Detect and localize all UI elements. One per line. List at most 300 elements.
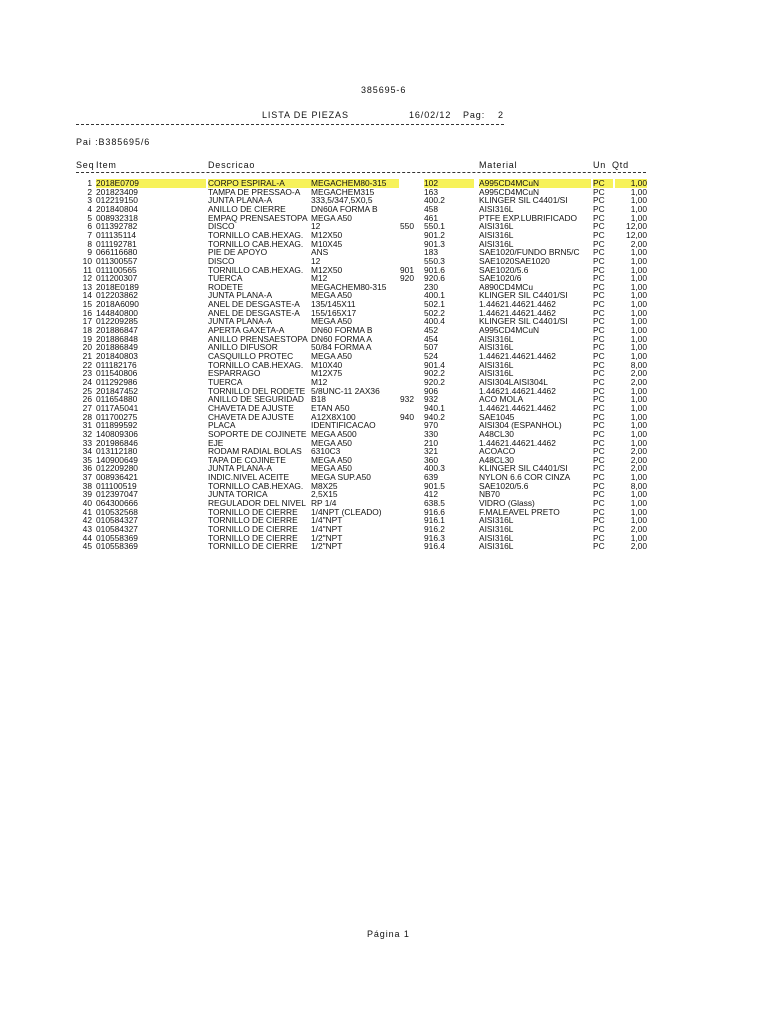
row-spec: 12: [311, 222, 321, 232]
table-row: [0, 240, 768, 249]
table-row: [0, 335, 768, 344]
row-seq: 23: [82, 369, 92, 379]
row-item-code: 010584327: [96, 516, 138, 526]
row-material: AISI316L: [479, 360, 514, 370]
row-position: 639: [424, 473, 438, 483]
row-item-code: 012209280: [96, 464, 138, 474]
report-date: 16/02/12: [409, 110, 452, 120]
row-seq: 21: [82, 352, 92, 361]
row-quantity: 1,00: [630, 265, 647, 275]
row-seq: 35: [82, 455, 92, 465]
row-reference: 901: [400, 265, 414, 275]
table-row: [0, 534, 768, 543]
row-item-code: 011654880: [96, 395, 138, 405]
row-unit: PC: [593, 412, 605, 422]
row-unit: PC: [593, 403, 605, 413]
row-unit: PC: [593, 239, 605, 249]
row-material: PTFE EXP.LUBRIFICADO: [479, 213, 578, 223]
row-quantity: 2,00: [630, 239, 647, 249]
row-material: KLINGER SIL C4401/SI: [479, 196, 568, 206]
row-unit: PC: [593, 447, 605, 457]
row-item-code: 011182176: [96, 360, 137, 370]
row-spec: 1/2"NPT: [311, 542, 343, 552]
row-material: A995CD4MCuN: [479, 326, 540, 336]
row-item-code: 010532568: [96, 507, 138, 517]
row-description: JUNTA PLANA-A: [208, 196, 273, 206]
row-quantity: 2,00: [630, 369, 647, 379]
row-unit: PC: [593, 395, 605, 405]
row-unit: PC: [593, 360, 605, 370]
row-seq: 10: [82, 256, 92, 266]
row-description: TUERCA: [208, 377, 243, 387]
table-row: [0, 179, 768, 188]
column-header-unit: Un: [593, 160, 607, 170]
row-material: AISI304 (ESPANHOL): [479, 421, 562, 431]
row-spec: MEGA A50: [311, 291, 352, 301]
row-material: KLINGER SIL C4401/SI: [479, 291, 568, 301]
table-row: [0, 248, 768, 257]
row-quantity: 1,00: [630, 300, 647, 310]
row-material: SAE1020/6: [479, 274, 522, 284]
row-item-code: 201840803: [96, 352, 138, 361]
table-row: [0, 404, 768, 413]
row-spec: 135/145X11: [311, 300, 356, 310]
row-description: PIE DE APOYO: [208, 248, 268, 258]
table-row: [0, 447, 768, 456]
row-item-code: 064300666: [96, 499, 138, 509]
row-spec: ETAN A50: [311, 403, 350, 413]
row-spec: MEGA A50: [311, 455, 352, 465]
row-description: TORNILLO CAB.HEXAG.: [208, 265, 304, 275]
row-material: AISI316L: [479, 343, 514, 353]
row-quantity: 1,00: [630, 490, 647, 500]
table-row: [0, 291, 768, 300]
row-position: 901.5: [424, 481, 445, 491]
row-description: EJE: [208, 438, 224, 448]
row-unit: PC: [593, 377, 605, 387]
row-quantity: 1,00: [615, 179, 647, 188]
row-material: A890CD4MCu: [479, 282, 533, 292]
row-item-code: 144840800: [96, 308, 138, 318]
row-quantity: 1,00: [630, 196, 647, 206]
row-item-code: 140900649: [96, 455, 138, 465]
row-unit: PC: [593, 196, 605, 206]
row-position: 550.3: [424, 256, 445, 266]
row-position: 507: [424, 343, 438, 353]
row-spec: M12X50: [311, 230, 343, 240]
row-spec: RP 1/4: [311, 499, 337, 509]
page-label: Pag:: [463, 110, 486, 120]
page-title: LISTA DE PIEZAS: [262, 110, 349, 120]
row-seq: 37: [82, 473, 92, 483]
row-item-code: 2018A6090: [96, 300, 139, 310]
row-description: SOPORTE DE COJINETE: [208, 429, 307, 439]
row-quantity: 1,00: [630, 334, 647, 344]
row-spec: MEGACHEM315: [311, 187, 375, 197]
row-quantity: 1,00: [630, 256, 647, 266]
row-spec: DN60A FORMA B: [311, 204, 378, 214]
row-material: SAE1045: [479, 412, 515, 422]
row-quantity: 1,00: [630, 533, 647, 543]
page-footer: Página 1: [367, 929, 410, 939]
row-unit: PC: [593, 533, 605, 543]
table-row: [0, 188, 768, 197]
row-seq: 2: [87, 187, 92, 197]
row-spec: 1/4"NPT: [311, 525, 343, 534]
row-position: 901.4: [424, 360, 445, 370]
row-description: RODAM RADIAL BOLAS: [208, 447, 302, 457]
row-unit: PC: [593, 308, 605, 318]
column-header-item: Item: [96, 160, 117, 170]
row-material: SAE1020/5.6: [479, 265, 529, 275]
row-position: 400.3: [424, 464, 445, 474]
table-row: [0, 361, 768, 370]
row-spec: DN60 FORMA B: [311, 326, 373, 336]
row-description: TORNILLO CAB.HEXAG.: [208, 481, 304, 491]
row-item-code: 140809306: [96, 429, 138, 439]
row-description: JUNTA TORICA: [208, 490, 268, 500]
row-unit: PC: [593, 204, 605, 214]
row-spec: M12: [311, 274, 328, 284]
row-seq: 1: [87, 179, 92, 188]
row-spec: B18: [311, 395, 326, 405]
row-reference: 920: [400, 274, 414, 284]
row-quantity: 2,00: [630, 377, 647, 387]
row-position: 458: [424, 204, 438, 214]
row-unit: PC: [593, 248, 605, 258]
row-quantity: 1,00: [630, 317, 647, 327]
row-seq: 45: [82, 542, 92, 552]
row-description: JUNTA PLANA-A: [208, 317, 273, 327]
row-item-code: 011100565: [96, 265, 137, 275]
table-row: [0, 542, 768, 551]
row-position: 330: [424, 429, 438, 439]
row-quantity: 1,00: [630, 499, 647, 509]
row-item-code: 013112180: [96, 447, 138, 457]
row-position: 502.1: [424, 300, 445, 310]
row-position: 916.2: [424, 525, 445, 534]
row-position: 920.6: [424, 274, 445, 284]
row-material: AISI316L: [479, 516, 514, 526]
row-quantity: 1,00: [630, 412, 647, 422]
row-position: 550.1: [424, 222, 445, 232]
row-position: 400.2: [424, 196, 445, 206]
row-material: AISI316L: [479, 239, 514, 249]
row-description: RODETE: [208, 282, 243, 292]
row-quantity: 12,00: [626, 222, 647, 232]
table-row: [0, 430, 768, 439]
row-description: ANILLO DE SEGURIDAD: [208, 395, 304, 405]
table-row: [0, 490, 768, 499]
row-quantity: 1,00: [630, 291, 647, 301]
table-row: [0, 369, 768, 378]
row-position: 902.2: [424, 369, 445, 379]
row-seq: 19: [82, 334, 92, 344]
row-unit: PC: [593, 343, 605, 353]
row-material: 1.44621.44621.4462: [479, 403, 556, 413]
row-description: ANILLO PRENSAESTOPA: [208, 334, 308, 344]
row-unit: PC: [593, 464, 605, 474]
row-item-code: 0117A5041: [96, 403, 139, 413]
row-seq: 17: [82, 317, 92, 327]
row-spec: M12X50: [311, 265, 343, 275]
row-material: SAE1020/FUNDO BRN5/C: [479, 248, 580, 258]
row-position: 502.2: [424, 308, 445, 318]
row-description: TORNILLO DEL RODETE: [208, 386, 306, 396]
row-item-code: 066116680: [96, 248, 138, 258]
row-unit: PC: [593, 516, 605, 526]
row-item-code: 010558369: [96, 533, 138, 543]
row-material: ACOACO: [479, 447, 516, 457]
row-item-code: 012219150: [96, 196, 138, 206]
row-item-code: 008936421: [96, 473, 138, 483]
table-row: [0, 421, 768, 430]
row-quantity: 1,00: [630, 213, 647, 223]
row-unit: PC: [593, 317, 605, 327]
row-description: PLACA: [208, 421, 236, 431]
row-unit: PC: [593, 507, 605, 517]
row-quantity: 1,00: [630, 274, 647, 284]
row-unit: PC: [593, 326, 605, 336]
table-row: [0, 300, 768, 309]
row-seq: 27: [82, 403, 92, 413]
row-spec: M12X75: [311, 369, 343, 379]
column-header-seq: Seq: [76, 160, 95, 170]
row-quantity: 1,00: [630, 308, 647, 318]
row-seq: 25: [82, 386, 92, 396]
row-material: AISI316L: [479, 334, 514, 344]
table-row: [0, 464, 768, 473]
table-row: [0, 266, 768, 275]
row-material: NB70: [479, 490, 500, 500]
row-description: TAMPA DE PRESSAO-A: [208, 187, 301, 197]
row-spec: IDENTIFICACAO: [311, 421, 376, 431]
row-position: 901.6: [424, 265, 445, 275]
table-row: [0, 378, 768, 387]
row-description: TORNILLO CAB.HEXAG.: [208, 239, 304, 249]
row-unit: PC: [593, 222, 605, 232]
row-position: 906: [424, 386, 438, 396]
row-material: 1.44621.44621.4462: [479, 308, 556, 318]
row-seq: 36: [82, 464, 92, 474]
table-row: [0, 196, 768, 205]
row-material: 1.44621.44621.4462: [479, 352, 556, 361]
row-material: SAE1020/5.6: [479, 481, 529, 491]
row-quantity: 1,00: [630, 386, 647, 396]
row-position: 940.1: [424, 403, 445, 413]
row-quantity: 1,00: [630, 352, 647, 361]
row-seq: 32: [82, 429, 92, 439]
row-item-code: 2018E0709: [96, 179, 206, 188]
row-unit: PC: [593, 490, 605, 500]
table-row: [0, 482, 768, 491]
row-unit: PC: [593, 438, 605, 448]
row-position: 230: [424, 282, 438, 292]
row-unit: PC: [593, 282, 605, 292]
row-unit: PC: [593, 230, 605, 240]
row-material: AISI316L: [479, 369, 514, 379]
row-unit: PC: [593, 300, 605, 310]
table-row: [0, 205, 768, 214]
row-position: 400.1: [424, 291, 445, 301]
row-position: 454: [424, 334, 438, 344]
row-item-code: 011100519: [96, 481, 137, 491]
row-material: 1.44621.44621.4462: [479, 386, 556, 396]
row-quantity: 1,00: [630, 429, 647, 439]
row-position: 163: [424, 187, 438, 197]
row-reference: 940: [400, 412, 414, 422]
row-material: F.MALEAVEL PRETO: [479, 507, 560, 517]
row-item-code: 201847452: [96, 386, 138, 396]
table-row: [0, 274, 768, 283]
row-item-code: 008932318: [96, 213, 138, 223]
row-unit: PC: [593, 369, 605, 379]
row-description: ESPARRAGO: [208, 369, 261, 379]
row-description: ANILLO DE CIERRE: [208, 204, 286, 214]
row-seq: 38: [82, 481, 92, 491]
row-item-code: 012209285: [96, 317, 138, 327]
row-spec: 1/4"NPT: [311, 516, 343, 526]
row-position: 524: [424, 352, 438, 361]
row-unit: PC: [593, 187, 605, 197]
row-quantity: 1,00: [630, 516, 647, 526]
row-unit: PC: [593, 499, 605, 509]
row-quantity: 1,00: [630, 421, 647, 431]
row-spec: 5/8UNC-11 2AX36: [311, 386, 380, 396]
column-header-quantity: Qtd: [612, 160, 629, 170]
row-seq: 6: [87, 222, 92, 232]
row-quantity: 1,00: [630, 507, 647, 517]
row-quantity: 2,00: [630, 464, 647, 474]
row-material: KLINGER SIL C4401/SI: [479, 464, 568, 474]
row-material: 1.44621.44621.4462: [479, 300, 556, 310]
row-position: 360: [424, 455, 438, 465]
row-material: A995CD4MCuN: [479, 179, 591, 188]
row-material: AISI316L: [479, 230, 514, 240]
row-item-code: 201986846: [96, 438, 138, 448]
row-seq: 13: [82, 282, 92, 292]
row-spec: 1/4NPT (CLEADO): [311, 507, 382, 517]
row-position: 920.2: [424, 377, 445, 387]
table-row: [0, 456, 768, 465]
row-item-code: 011192781: [96, 239, 137, 249]
row-description: TORNILLO DE CIERRE: [208, 516, 298, 526]
row-position: 321: [424, 447, 438, 457]
row-spec: 50/84 FORMA A: [311, 343, 372, 353]
row-unit: PC: [593, 179, 613, 188]
row-seq: 8: [87, 239, 92, 249]
row-spec: 12: [311, 256, 321, 266]
row-material: VIDRO (Glass): [479, 499, 535, 509]
table-row: [0, 309, 768, 318]
table-row: [0, 326, 768, 335]
row-unit: PC: [593, 455, 605, 465]
row-item-code: 201840804: [96, 204, 138, 214]
row-description: TORNILLO CAB.HEXAG.: [208, 360, 304, 370]
row-unit: PC: [593, 334, 605, 344]
row-seq: 40: [82, 499, 92, 509]
row-spec: 333,5/347,5X0,5: [311, 196, 373, 206]
row-item-code: 011540806: [96, 369, 138, 379]
row-quantity: 2,00: [630, 525, 647, 534]
document-number: 385695-6: [361, 85, 407, 95]
row-description: CASQUILLO PROTEC: [208, 352, 294, 361]
row-item-code: 201886849: [96, 343, 138, 353]
row-spec: MEGACHEM80-315: [311, 179, 399, 188]
row-position: 183: [424, 248, 438, 258]
row-seq: 14: [82, 291, 92, 301]
table-row: [0, 283, 768, 292]
row-position: 916.6: [424, 507, 445, 517]
row-unit: PC: [593, 291, 605, 301]
row-quantity: 8,00: [630, 481, 647, 491]
row-unit: PC: [593, 386, 605, 396]
row-description: JUNTA PLANA-A: [208, 464, 273, 474]
row-item-code: 011300557: [96, 256, 138, 266]
row-spec: A12X8X100: [311, 412, 356, 422]
row-material: ACO MOLA: [479, 395, 524, 405]
row-unit: PC: [593, 473, 605, 483]
row-item-code: 010584327: [96, 525, 138, 534]
row-position: 932: [424, 395, 438, 405]
row-description: TORNILLO CAB.HEXAG.: [208, 230, 304, 240]
row-seq: 43: [82, 525, 92, 534]
row-item-code: 010558369: [96, 542, 138, 552]
row-seq: 12: [82, 274, 92, 284]
row-spec: M10X45: [311, 239, 343, 249]
parent-code: Pai :B385695/6: [76, 137, 151, 147]
row-quantity: 1,00: [630, 282, 647, 292]
row-unit: PC: [593, 481, 605, 491]
row-seq: 16: [82, 308, 92, 318]
row-material: AISI316L: [479, 533, 514, 543]
row-position: 400.4: [424, 317, 445, 327]
row-position: 102: [424, 179, 474, 188]
row-material: SAE1020SAE1020: [479, 256, 550, 266]
row-item-code: 011392782: [96, 222, 138, 232]
row-material: NYLON 6.6 COR CINZA: [479, 473, 571, 483]
row-item-code: 201886847: [96, 326, 138, 336]
row-spec: ANS: [311, 248, 329, 258]
row-description: ANEL DE DESGASTE-A: [208, 300, 300, 310]
row-item-code: 011200307: [96, 274, 138, 284]
row-spec: MEGA A500: [311, 429, 357, 439]
row-description: APERTA GAXETA-A: [208, 326, 285, 336]
row-reference: 932: [400, 395, 414, 405]
row-position: 940.2: [424, 412, 445, 422]
row-quantity: 2,00: [630, 455, 647, 465]
row-seq: 28: [82, 412, 92, 422]
row-position: 452: [424, 326, 438, 336]
row-position: 901.2: [424, 230, 445, 240]
row-quantity: 8,00: [630, 360, 647, 370]
row-item-code: 011700275: [96, 412, 138, 422]
row-seq: 33: [82, 438, 92, 448]
row-material: AISI316L: [479, 525, 514, 534]
row-material: AISI316L: [479, 542, 514, 552]
table-row: [0, 214, 768, 223]
row-material: 1.44621.44621.4462: [479, 438, 556, 448]
row-seq: 7: [87, 230, 92, 240]
row-description: ANEL DE DESGASTE-A: [208, 308, 300, 318]
row-position: 412: [424, 490, 438, 500]
table-row: [0, 343, 768, 352]
row-description: DISCO: [208, 222, 235, 232]
row-unit: PC: [593, 421, 605, 431]
row-seq: 34: [82, 447, 92, 457]
row-description: CORPO ESPIRAL-A: [208, 179, 312, 188]
row-quantity: 1,00: [630, 204, 647, 214]
